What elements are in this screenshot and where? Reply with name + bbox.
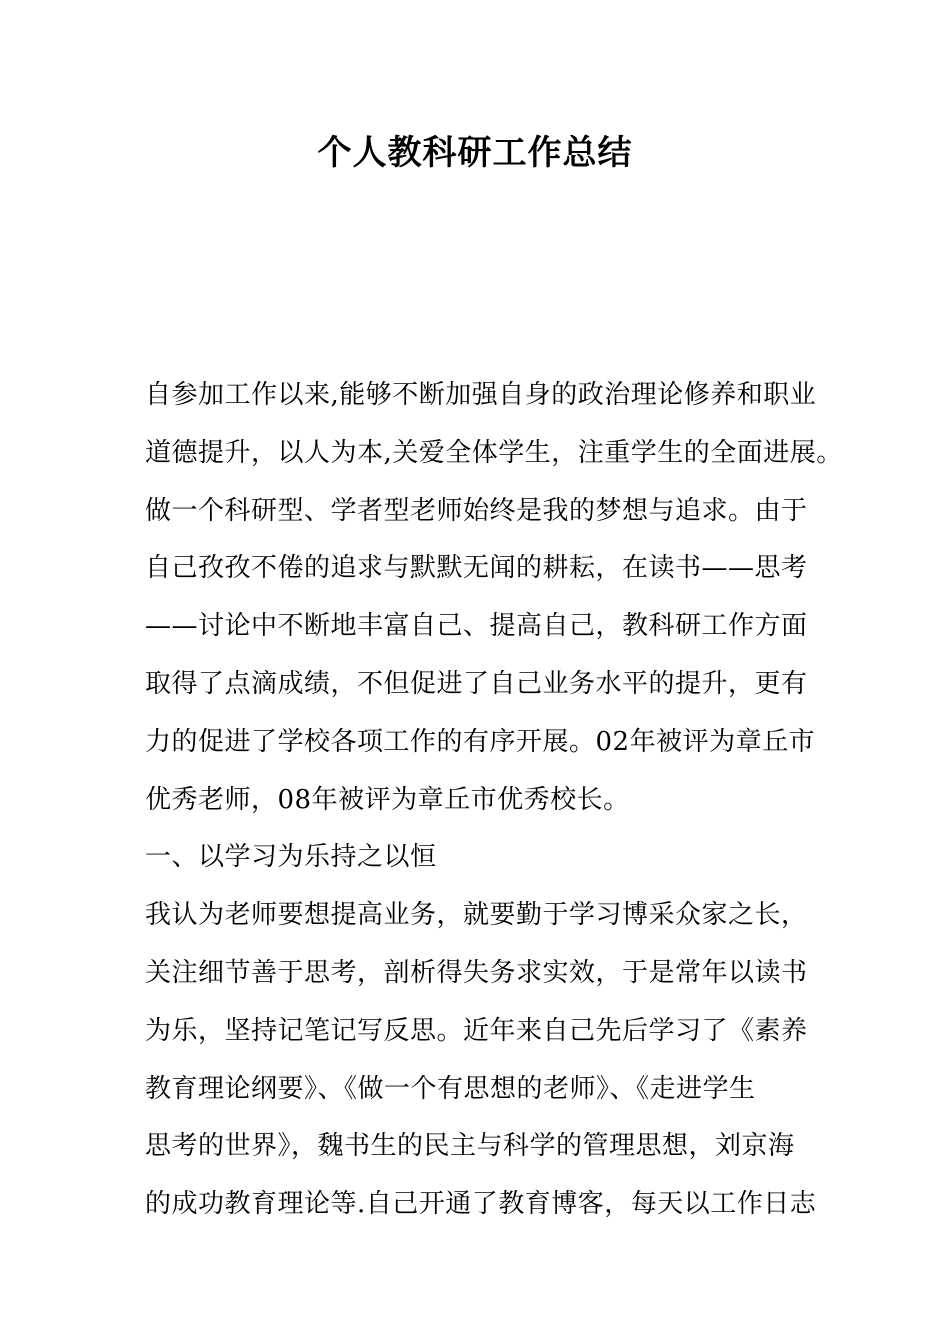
body-line: 优秀老师，08年被评为章丘市优秀校长。 bbox=[145, 784, 630, 815]
section-heading: 一、以学习为乐持之以恒 bbox=[145, 842, 437, 873]
body-line: 我认为老师要想提高业务，就要勤于学习博采众家之长， bbox=[145, 900, 808, 931]
body-line: 自己孜孜不倦的追求与默默无闻的耕耘，在读书——思考 bbox=[145, 553, 808, 584]
document-body bbox=[145, 372, 843, 1239]
body-line: 关注细节善于思考，剖析得失务求实效，于是常年以读书 bbox=[145, 957, 808, 988]
body-line: ——讨论中不断地丰富自己、提高自己，教科研工作方面 bbox=[145, 611, 808, 642]
body-line: 取得了点滴成绩，不但促进了自己业务水平的提升，更有 bbox=[145, 668, 808, 699]
body-line: 自参加工作以来,能够不断加强自身的政治理论修养和职业 bbox=[145, 380, 817, 410]
document-title: 个人教科研工作总结 bbox=[317, 133, 633, 173]
body-line: 教育理论纲要》、《做一个有思想的老师》、《走进学生 bbox=[145, 1073, 756, 1104]
body-line: 为乐，坚持记笔记写反思。近年来自己先后学习了《素养 bbox=[145, 1015, 808, 1046]
body-line: 道德提升，以人为本,关爱全体学生，注重学生的全面进展。 bbox=[145, 437, 843, 468]
body-line: 的成功教育理论等.自己开通了教育博客，每天以工作日志 bbox=[145, 1189, 817, 1220]
body-line: 做一个科研型、学者型老师始终是我的梦想与追求。由于 bbox=[145, 495, 808, 526]
body-line: 力的促进了学校各项工作的有序开展。02年被评为章丘市 bbox=[145, 726, 816, 757]
body-line: 思考的世界》，魏书生的民主与科学的管理思想，刘京海 bbox=[145, 1131, 795, 1162]
